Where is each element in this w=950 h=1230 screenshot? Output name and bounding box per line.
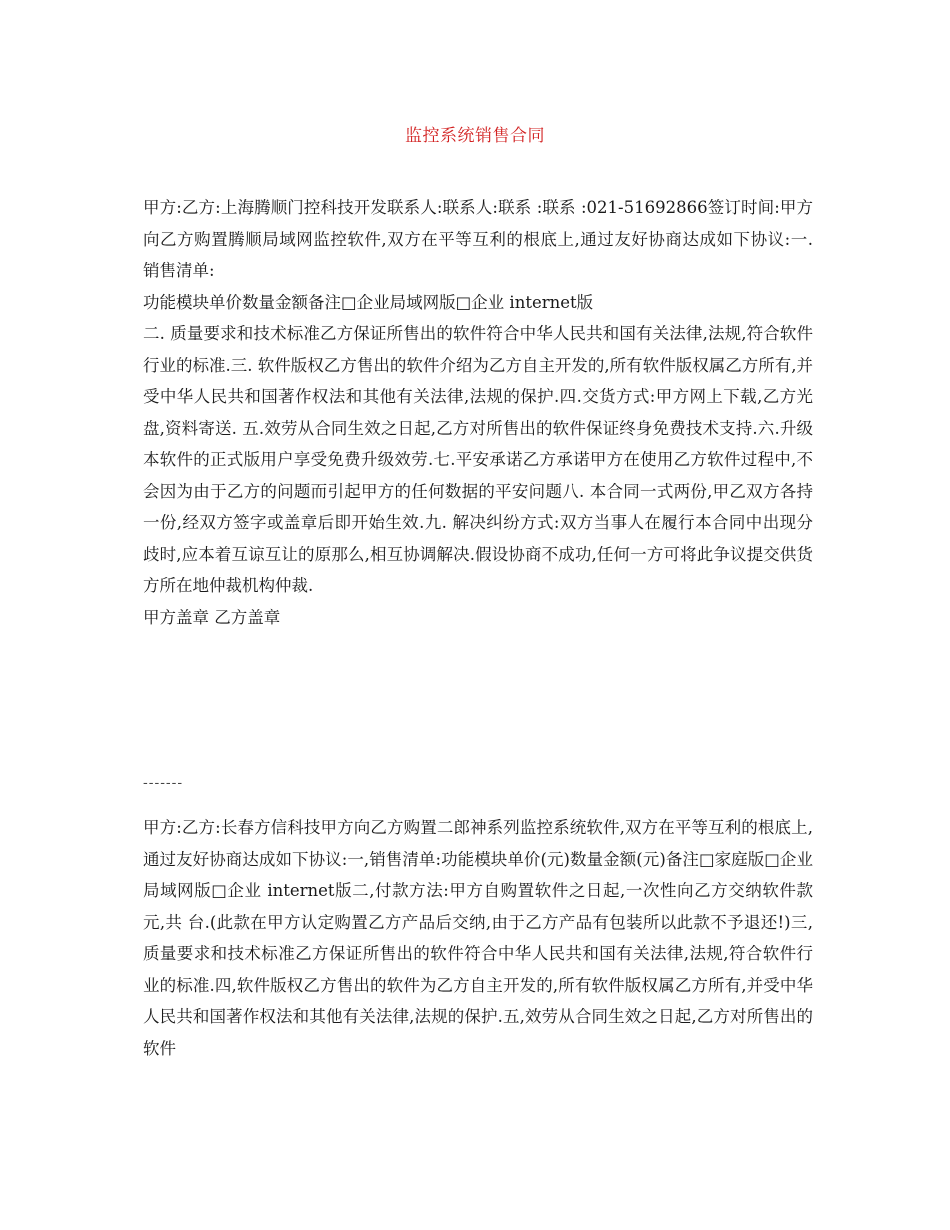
section-separator: ------- [143, 775, 184, 791]
section-2-paragraph: 甲方:乙方:长春方信科技甲方向乙方购置二郎神系列监控系统软件,双方在平等互利的根底上,通过友好协商达成如下协议:一,销售清单:功能模块单价(元)数量金额(元)备注□家庭版□企业局域网版□企业 internet版二,付款方法:甲方自购置软件之日起,一次性向乙方交纳软件款 元,共 台.(此款在甲方认定购置乙方产品后交纳,由于乙方产品有包装所以此款不予退还!)三,质量要求和技术标准乙方保证所售出的软件符合中华人民共和国有关法律,法规,符合软件行业的标准.四,软件版权乙方售出的软件为乙方自主开发的,所有软件版权属乙方所有,并受中华人民共和国著作权法和其他有关法律,法规的保护.五,效劳从合同生效之日起,乙方对所售出的软件 [143, 818, 813, 1058]
contract-section-1 [143, 192, 813, 633]
section-1-sales-list-line: 功能模块单价数量金额备注□企业局域网版□企业 internet版 [143, 292, 594, 312]
section-1-signature-line: 甲方盖章 乙方盖章 [143, 607, 281, 627]
contract-section-2 [143, 812, 813, 1064]
document-title: 监控系统销售合同 [405, 126, 545, 146]
section-1-intro-paragraph: 甲方:乙方:上海腾顺门控科技开发联系人:联系人:联系 :联系 :021-51692866签订时间:甲方向乙方购置腾顺局域网监控软件,双方在平等互利的根底上,通过友好协商达成如下协议:一. 销售清单: [143, 198, 813, 280]
section-1-terms-paragraph: 二. 质量要求和技术标准乙方保证所售出的软件符合中华人民共和国有关法律,法规,符合软件行业的标准.三. 软件版权乙方售出的软件介绍为乙方自主开发的,所有软件版权属乙方所有,并受中华人民共和国著作权法和其他有关法律,法规的保护.四.交货方式:甲方网上下载,乙方光盘,资料寄送. 五.效劳从合同生效之日起,乙方对所售出的软件保证终身免费技术支持.六.升级本软件的正式版用户享受免费升级效劳.七.平安承诺乙方承诺甲方在使用乙方软件过程中,不会因为由于乙方的问题而引起甲方的任何数据的平安问题八. 本合同一式两份,甲乙双方各持一份,经双方签字或盖章后即开始生效.九. 解决纠纷方式:双方当事人在履行本合同中出现分歧时,应本着互谅互让的原那么,相互协调解决.假设协商不成功,任何一方可将此争议提交供货方所在地仲裁机构仲裁. [143, 324, 813, 595]
